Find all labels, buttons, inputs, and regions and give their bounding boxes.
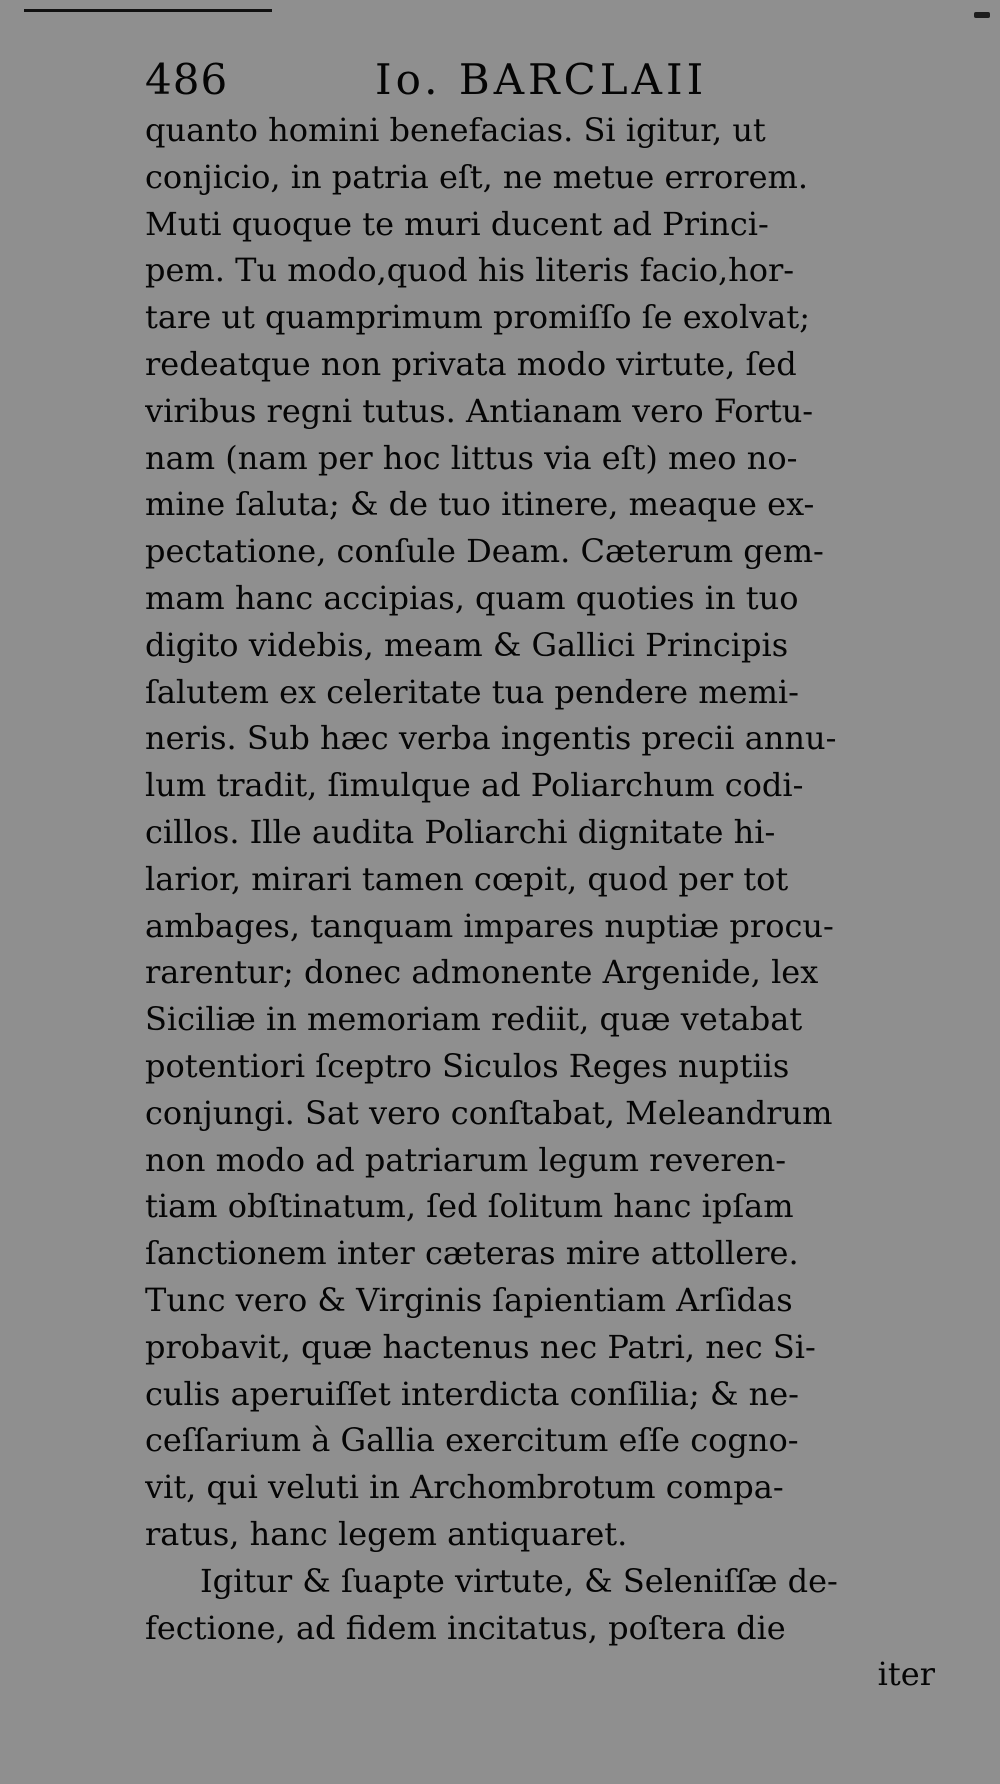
- text-line: ſanctionem inter cæteras mire attollere.: [145, 1234, 799, 1273]
- catchword: iter: [877, 1655, 935, 1694]
- text-line: non modo ad patriarum legum reveren-: [145, 1140, 787, 1179]
- text-line: conjungi. Sat vero conſtabat, Meleandrum: [145, 1093, 833, 1132]
- text-line: ambages, tanquam impares nuptiæ procu-: [145, 906, 834, 945]
- text-line: lum tradit, ſimulque ad Poliarchum codi-: [145, 766, 804, 805]
- text-line: neris. Sub hæc verba ingentis precii annu-: [145, 719, 837, 758]
- text-line: mam hanc accipias, quam quoties in tuo: [145, 578, 799, 617]
- text-line: larior, mirari tamen cœpit, quod per tot: [145, 859, 789, 898]
- text-line: potentiori ſceptro Siculos Reges nuptiis: [145, 1046, 790, 1085]
- text-line: Tunc vero & Virginis ſapientiam Arſidas: [145, 1280, 793, 1319]
- text-line: probavit, quæ hactenus nec Patri, nec Si-: [145, 1327, 816, 1366]
- text-line: vit, qui veluti in Archombrotum compa-: [145, 1468, 784, 1507]
- page-number: 486: [145, 55, 229, 104]
- text-line: Muti quoque te muri ducent ad Princi-: [145, 204, 769, 243]
- text-line: mine ſaluta; & de tuo itinere, meaque ex-: [145, 485, 815, 524]
- text-line: conjicio, in patria eſt, ne metue errorem.: [145, 157, 809, 196]
- page-header: [145, 52, 935, 107]
- text-line: Siciliæ in memoriam rediit, quæ vetabat: [145, 1000, 803, 1039]
- corner-mark: [974, 12, 990, 18]
- text-line: Igitur & ſuapte virtute, & Seleniſſæ de-: [200, 1561, 838, 1600]
- text-line: viribus regni tutus. Antianam vero Fortu-: [145, 391, 814, 430]
- text-line: digito videbis, meam & Gallici Principis: [145, 625, 789, 664]
- top-rule: [24, 9, 272, 12]
- text-line: quanto homini benefacias. Si igitur, ut: [145, 111, 766, 149]
- text-line: ceſſarium à Gallia exercitum eſſe cogno-: [145, 1421, 799, 1460]
- text-line: tiam obſtinatum, ſed ſolitum hanc ipſam: [145, 1187, 794, 1226]
- text-line: fectione, ad fidem incitatus, poſtera die: [145, 1608, 786, 1647]
- book-page: [145, 52, 935, 1762]
- body-text: [145, 107, 935, 1698]
- text-line: culis aperuiſſet interdicta conſilia; & ne-: [145, 1374, 799, 1413]
- text-line: tare ut quamprimum promiſſo ſe exolvat;: [145, 298, 810, 337]
- text-line: pectatione, conſule Deam. Cæterum gem-: [145, 532, 824, 571]
- running-title: Io. BARCLAII: [375, 55, 708, 104]
- text-line: redeatque non privata modo virtute, ſed: [145, 344, 797, 383]
- text-line: cillos. Ille audita Poliarchi dignitate hi-: [145, 812, 776, 851]
- text-line: rarentur; donec admonente Argenide, lex: [145, 953, 819, 992]
- text-line: nam (nam per hoc littus via eſt) meo no-: [145, 438, 798, 477]
- text-line: pem. Tu modo,quod his literis facio,hor-: [145, 251, 795, 290]
- text-line: ratus, hanc legem antiquaret.: [145, 1514, 628, 1553]
- text-line: ſalutem ex celeritate tua pendere memi-: [145, 672, 799, 711]
